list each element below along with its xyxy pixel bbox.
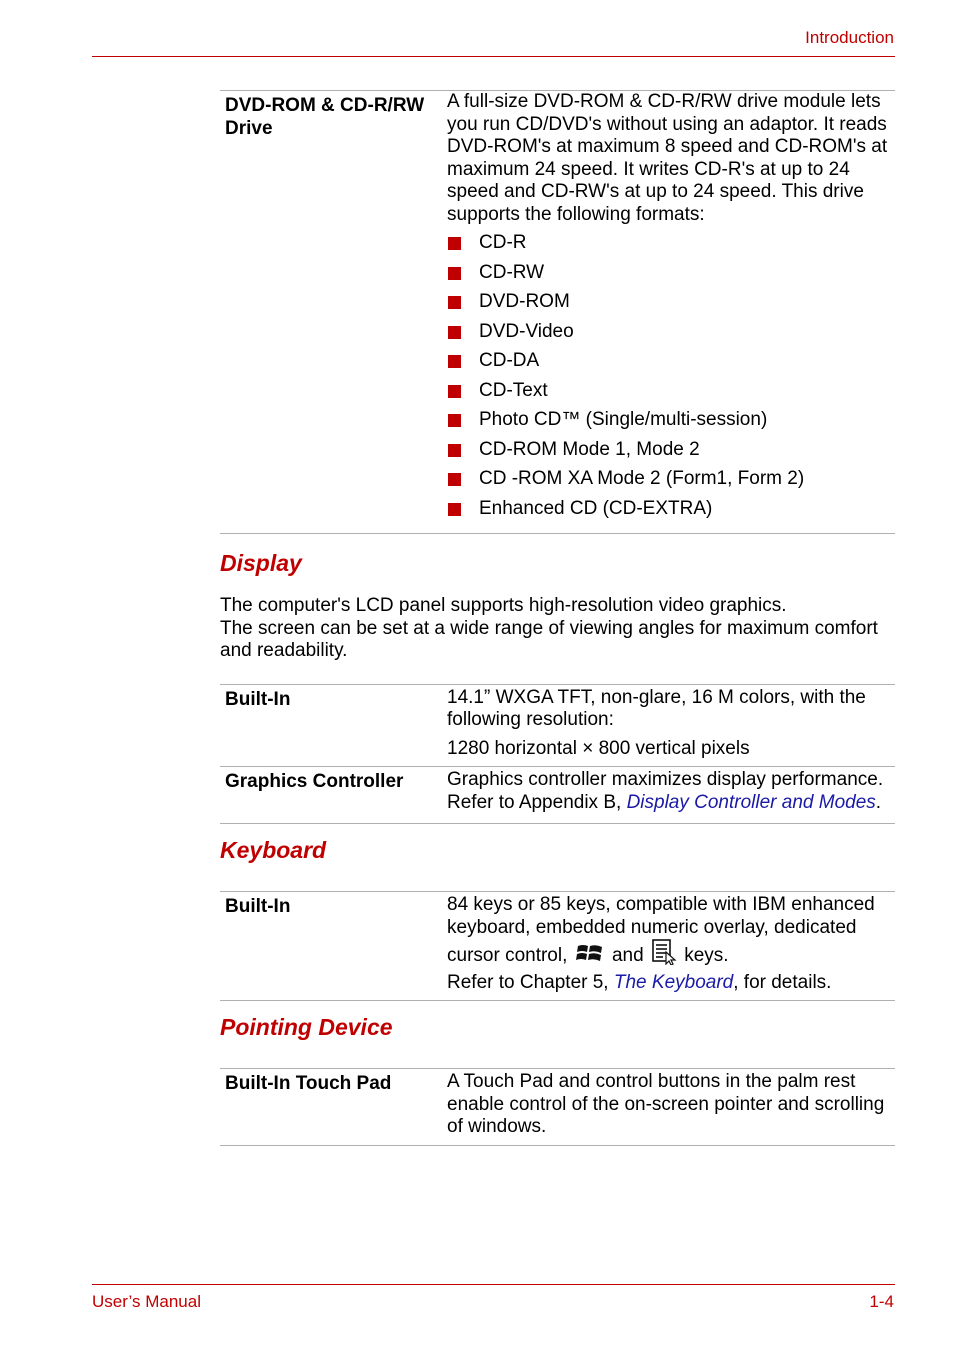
square-bullet-icon	[448, 414, 461, 427]
graphics-controller-text: Graphics controller maximizes display performance. Refer to Appendix B,	[447, 769, 884, 813]
format-list-item	[447, 321, 895, 351]
format-label: CD-DA	[479, 350, 540, 371]
touchpad-value: A Touch Pad and control buttons in the palm rest enable control of the on-screen pointer and scrolling of windows.	[447, 1071, 885, 1137]
format-list-item	[447, 232, 895, 262]
keyboard-text-part1: 84 keys or 85 keys, compatible with IBM enhanced keyboard, embedded numeric overlay, dedicated cursor control,	[447, 894, 875, 966]
keyboard-text-and: and	[611, 945, 644, 966]
square-bullet-icon	[448, 503, 461, 516]
format-label: CD-ROM Mode 1, Mode 2	[479, 438, 700, 460]
square-bullet-icon	[448, 296, 461, 309]
graphics-controller-row	[220, 767, 895, 824]
format-label: DVD-Video	[479, 320, 574, 342]
display-controller-link[interactable]: Display Controller and Modes	[626, 791, 876, 813]
display-intro-line1: The computer's LCD panel supports high-resolution video graphics.	[220, 595, 787, 616]
display-heading: Display	[220, 550, 302, 576]
display-builtin-value	[443, 684, 895, 767]
square-bullet-icon	[448, 385, 461, 398]
drive-format-list	[447, 232, 895, 527]
application-key-icon	[651, 939, 677, 972]
keyboard-builtin-label: Built-In	[225, 896, 291, 917]
display-builtin-text: 14.1” WXGA TFT, non-glare, 16 M colors, with the following resolution:	[447, 686, 866, 730]
touchpad-label: Built-In Touch Pad	[225, 1073, 392, 1094]
keyboard-heading: Keyboard	[220, 837, 327, 863]
keyboard-spec-table	[220, 891, 895, 1001]
the-keyboard-link[interactable]: The Keyboard	[613, 971, 734, 993]
format-list-item	[447, 439, 895, 469]
square-bullet-icon	[448, 237, 461, 250]
drive-spec-table	[220, 90, 895, 534]
graphics-controller-label: Graphics Controller	[225, 771, 404, 792]
windows-key-icon	[575, 941, 605, 972]
drive-label: DVD-ROM & CD-R/RW Drive	[225, 95, 425, 139]
format-list-item	[447, 291, 895, 321]
keyboard-builtin-value	[443, 892, 895, 1001]
footer-page-number: 1-4	[869, 1292, 894, 1311]
touchpad-row	[220, 1069, 895, 1146]
keyboard-builtin-row	[220, 892, 895, 1001]
format-label: CD -ROM XA Mode 2 (Form1, Form 2)	[479, 468, 805, 489]
format-list-item	[447, 350, 895, 380]
display-spec-table	[220, 684, 895, 825]
square-bullet-icon	[448, 473, 461, 486]
keyboard-text-end: , for details.	[733, 971, 832, 993]
drive-row	[220, 91, 895, 534]
display-builtin-label: Built-In	[225, 688, 291, 710]
page-content	[220, 90, 895, 1146]
format-list-item	[447, 409, 895, 439]
keyboard-text-keys: keys.	[684, 945, 729, 966]
format-list-item	[447, 380, 895, 410]
drive-description: A full-size DVD-ROM & CD-R/RW drive module lets you run CD/DVD's without using an adaptor. It reads DVD-ROM's at maximum 8 speed and CD-ROM's at maximum 24 speed. It writes CD-R's at up to 24 speed and CD-RW's at up to 24 speed. This drive supports the following formats:	[447, 91, 888, 225]
header-section-title: Introduction	[805, 28, 894, 47]
header-rule	[92, 56, 895, 57]
format-label: Enhanced CD (CD-EXTRA)	[479, 497, 713, 519]
format-label: CD-Text	[479, 379, 548, 401]
format-label: CD-RW	[479, 261, 545, 283]
square-bullet-icon	[448, 355, 461, 368]
format-label: Photo CD™ (Single/multi-session)	[479, 409, 768, 430]
square-bullet-icon	[448, 444, 461, 457]
display-intro-line2: The screen can be set at a wide range of viewing angles for maximum comfort and readability.	[220, 617, 878, 661]
format-label: DVD-ROM	[479, 291, 570, 312]
display-resolution: 1280 horizontal × 800 vertical pixels	[447, 737, 750, 759]
graphics-controller-end: .	[875, 791, 882, 813]
pointing-heading: Pointing Device	[220, 1014, 393, 1040]
format-label: CD-R	[479, 232, 527, 253]
footer-manual-title: User’s Manual	[92, 1292, 201, 1311]
drive-value	[443, 91, 895, 534]
square-bullet-icon	[448, 326, 461, 339]
format-list-item	[447, 262, 895, 292]
format-list-item	[447, 468, 895, 498]
square-bullet-icon	[448, 267, 461, 280]
format-list-item	[447, 498, 895, 528]
display-builtin-row	[220, 684, 895, 767]
keyboard-text-refer: Refer to Chapter 5,	[447, 971, 609, 993]
footer-rule	[92, 1284, 895, 1285]
pointing-spec-table	[220, 1068, 895, 1146]
graphics-controller-value	[443, 767, 895, 824]
